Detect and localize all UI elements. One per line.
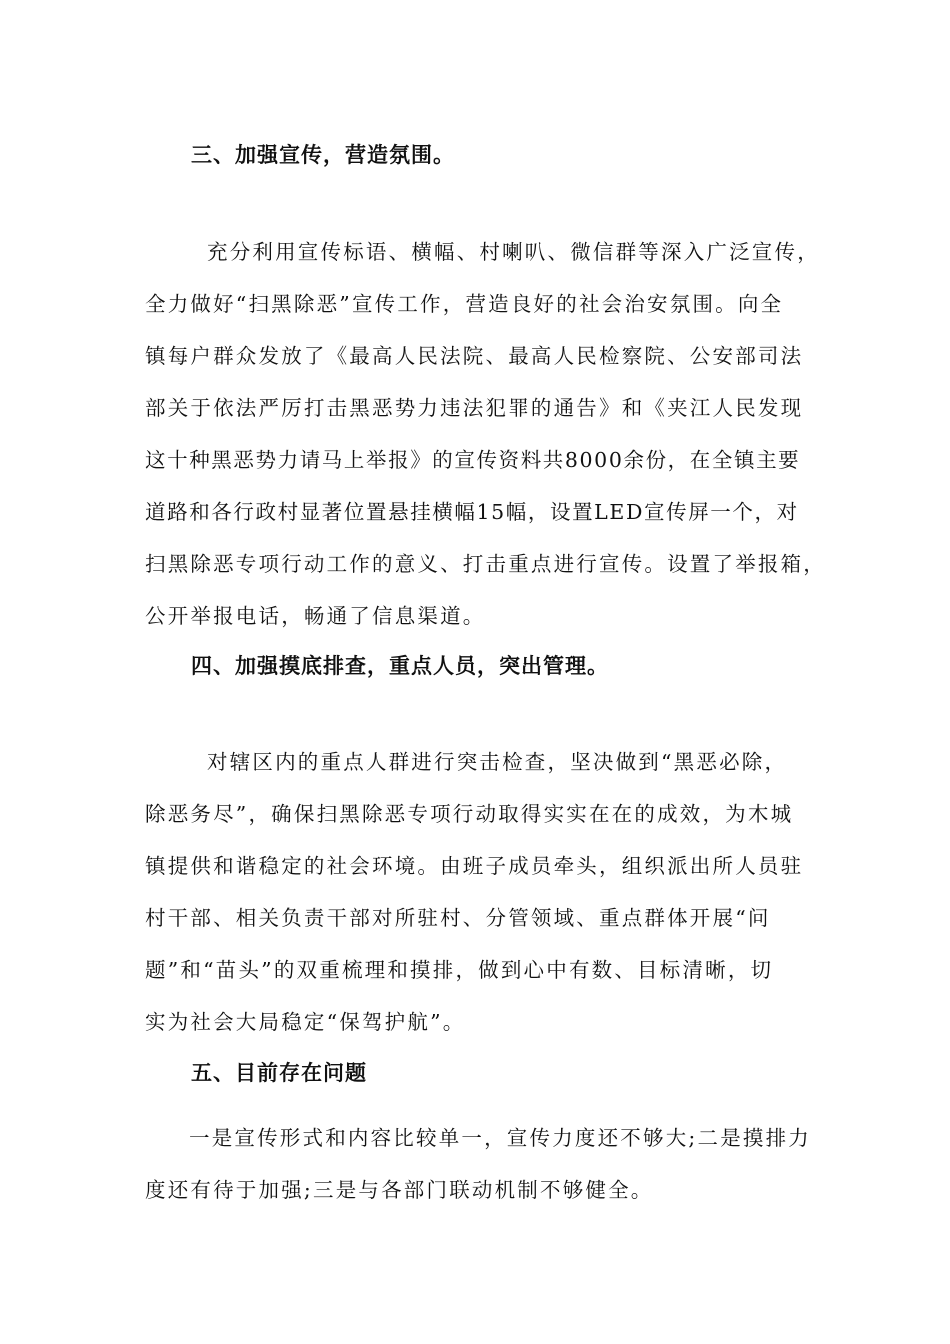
paragraph-line: 这十种黑恶势力请马上举报》的宣传资料共8000余份，在全镇主要 (145, 448, 801, 472)
paragraph-line: 实为社会大局稳定“保驾护航”。 (145, 1010, 466, 1034)
paragraph-line: 题”和“苗头”的双重梳理和摸排，做到心中有数、目标清晰，切 (145, 958, 774, 982)
paragraph-line: 公开举报电话，畅通了信息渠道。 (145, 604, 486, 628)
paragraph-line: 一是宣传形式和内容比较单一，宣传力度还不够大;二是摸排力 (189, 1126, 812, 1150)
section-heading-5: 五、目前存在问题 (191, 1060, 367, 1085)
paragraph-line: 部关于依法严厉打击黑恶势力违法犯罪的通告》和《夹江人民发现 (145, 396, 804, 420)
paragraph-line: 村干部、相关负责干部对所驻村、分管领域、重点群体开展“问 (145, 906, 771, 930)
paragraph-line: 除恶务尽”，确保扫黑除恶专项行动取得实实在在的成效，为木城 (145, 802, 794, 826)
section-heading-4: 四、加强摸底排查，重点人员，突出管理。 (191, 653, 609, 678)
paragraph-line: 道路和各行政村显著位置悬挂横幅15幅，设置LED宣传屏一个，对 (145, 500, 799, 524)
paragraph-line: 度还有待于加强;三是与各部门联动机制不够健全。 (145, 1178, 654, 1202)
paragraph-line: 全力做好“扫黑除恶”宣传工作，营造良好的社会治安氛围。向全 (145, 292, 784, 316)
paragraph-line: 镇每户群众发放了《最高人民法院、最高人民检察院、公安部司法 (145, 344, 804, 368)
paragraph-line: 充分利用宣传标语、横幅、村喇叭、微信群等深入广泛宣传， (207, 240, 820, 264)
paragraph-line: 扫黑除恶专项行动工作的意义、打击重点进行宣传。设置了举报箱， (145, 552, 826, 576)
paragraph-line: 对辖区内的重点人群进行突击检查，坚决做到“黑恶必除， (207, 750, 788, 774)
paragraph-line: 镇提供和谐稳定的社会环境。由班子成员牵头，组织派出所人员驻 (145, 854, 804, 878)
section-heading-3: 三、加强宣传，营造氛围。 (191, 142, 455, 167)
